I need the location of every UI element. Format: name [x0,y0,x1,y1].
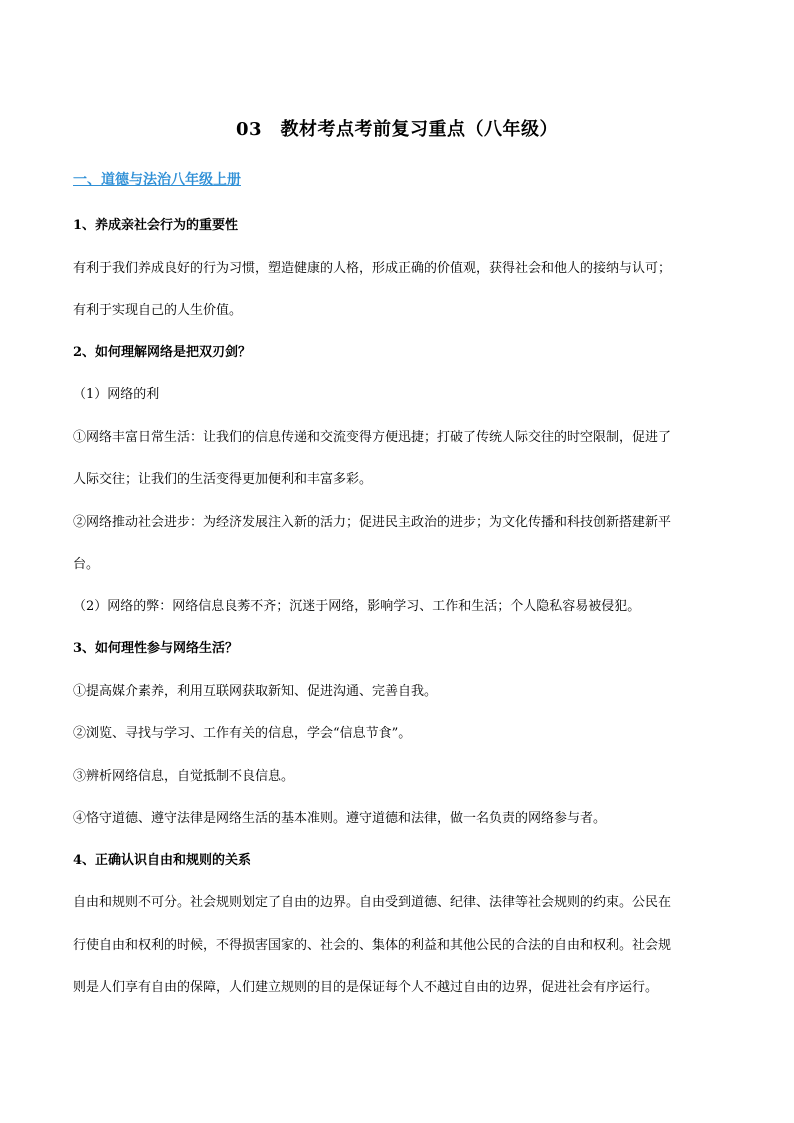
subheading-line: （1）网络的利 [73,387,160,402]
paragraph-line: 则是人们享有自由的保障，人们建立规则的目的是保证每个人不越过自由的边界，促进社会有序运行。 [73,980,659,995]
paragraph-line: 台。 [73,557,100,572]
section-heading: 一、道德与法治八年级上册 [73,172,241,188]
paragraph-line: 人际交往；让我们的生活变得更加便利和丰富多彩。 [73,472,373,487]
paragraph-line: ②网络推动社会进步：为经济发展注入新的活力；促进民主政治的进步；为文化传播和科技创新搭建新平 [73,515,672,530]
question-heading-4: 4、正确认识自由和规则的关系 [73,853,252,868]
question-heading-2: 2、如何理解网络是把双刃剑？ [73,345,252,360]
paragraph-line: 有利于我们养成良好的行为习惯，塑造健康的人格，形成正确的价值观，获得社会和他人的接纳与认可； [73,261,672,276]
document-title: 03 教材考点考前复习重点（八年级） [235,119,559,140]
paragraph-line: 自由和规则不可分。社会规则划定了自由的边界。自由受到道德、纪律、法律等社会规则的约束。公民在 [73,895,672,910]
paragraph-line: 有利于实现自己的人生价值。 [73,303,243,318]
paragraph-line: 行使自由和权利的时候，不得损害国家的、社会的、集体的利益和其他公民的合法的自由和权利。社会规 [73,938,672,953]
paragraph-line: ④恪守道德、遵守法律是网络生活的基本准则。遵守道德和法律，做一名负责的网络参与者。 [73,811,607,826]
paragraph-line: ①网络丰富日常生活：让我们的信息传递和交流变得方便迅捷；打破了传统人际交往的时空限制，促进了 [73,430,672,445]
question-heading-1: 1、养成亲社会行为的重要性 [73,218,239,233]
paragraph-line: ③辨析网络信息，自觉抵制不良信息。 [73,769,295,784]
question-heading-3: 3、如何理性参与网络生活？ [73,641,239,656]
paragraph-line: ①提高媒介素养，利用互联网获取新知、促进沟通、完善自我。 [73,684,438,699]
paragraph-line: ②浏览、寻找与学习、工作有关的信息，学会“信息节食”。 [73,726,412,741]
paragraph-line: （2）网络的弊：网络信息良莠不齐；沉迷于网络，影响学习、工作和生活；个人隐私容易被侵犯。 [73,599,641,614]
